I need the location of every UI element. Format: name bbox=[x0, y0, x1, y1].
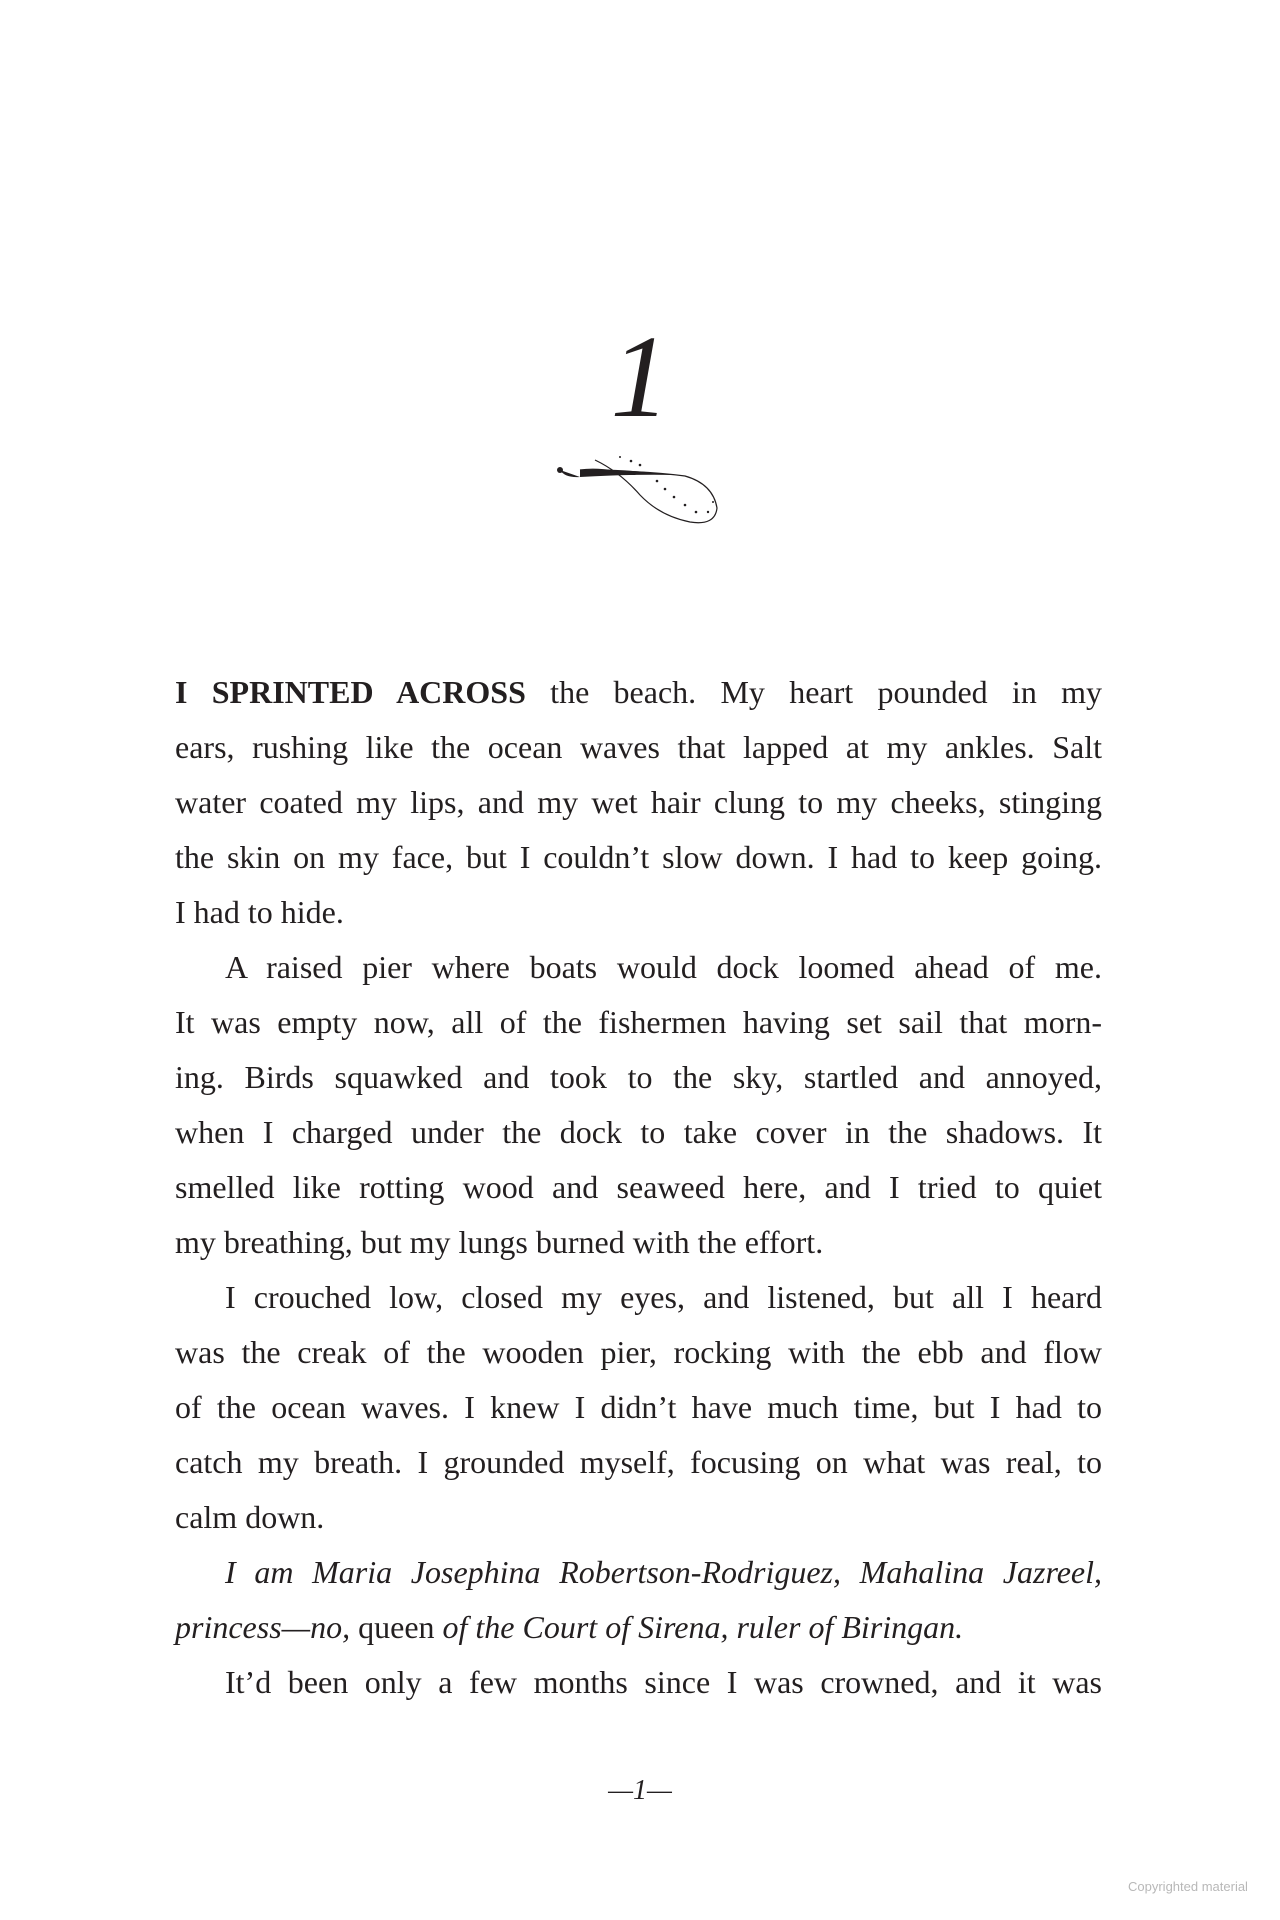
chapter-body-text bbox=[175, 665, 1102, 1710]
text-span: queen bbox=[350, 1609, 443, 1645]
page-number: —1— bbox=[608, 1775, 672, 1806]
chapter-number: 1 bbox=[610, 311, 670, 442]
text-span: of the Court of Sirena, ruler of Biringan. bbox=[442, 1609, 964, 1645]
text-line: ing. Birds squawked and took to the sky, startled and annoyed, bbox=[175, 1059, 1102, 1095]
text-span: the beach. My heart pounded in my bbox=[525, 674, 1103, 710]
flourish-ornament-icon bbox=[555, 450, 725, 530]
text-line: my breathing, but my lungs burned with the effort. bbox=[175, 1224, 824, 1260]
text-line: A raised pier where boats would dock loomed ahead of me. bbox=[225, 949, 1102, 985]
text-span: princess—no, bbox=[175, 1609, 351, 1645]
text-line: I had to hide. bbox=[175, 894, 344, 930]
text-line: It’d been only a few months since I was crowned, and it was bbox=[225, 1664, 1102, 1700]
text-line: calm down. bbox=[175, 1499, 325, 1535]
text-line: I am Maria Josephina Robertson-Rodriguez, Mahalina Jazreel, bbox=[225, 1554, 1102, 1590]
text-line: water coated my lips, and my wet hair clung to my cheeks, stinging bbox=[175, 784, 1102, 820]
text-line: catch my breath. I grounded myself, focusing on what was real, to bbox=[175, 1444, 1102, 1480]
text-line: ears, rushing like the ocean waves that lapped at my ankles. Salt bbox=[175, 729, 1102, 765]
chapter-lead-in: I SPRINTED ACROSS bbox=[175, 674, 526, 710]
text-line: I crouched low, closed my eyes, and listened, but all I heard bbox=[225, 1279, 1102, 1315]
text-line: when I charged under the dock to take cover in the shadows. It bbox=[175, 1114, 1102, 1150]
copyright-watermark: Copyrighted material bbox=[1128, 1879, 1248, 1894]
text-line bbox=[175, 1600, 1102, 1655]
text-line: smelled like rotting wood and seaweed here, and I tried to quiet bbox=[175, 1169, 1102, 1205]
text-line: of the ocean waves. I knew I didn’t have much time, but I had to bbox=[175, 1389, 1102, 1425]
text-line bbox=[175, 665, 1102, 720]
text-line: It was empty now, all of the fishermen having set sail that morn- bbox=[175, 1004, 1102, 1040]
text-line: was the creak of the wooden pier, rocking with the ebb and flow bbox=[175, 1334, 1102, 1370]
text-line: the skin on my face, but I couldn’t slow down. I had to keep going. bbox=[175, 839, 1102, 875]
